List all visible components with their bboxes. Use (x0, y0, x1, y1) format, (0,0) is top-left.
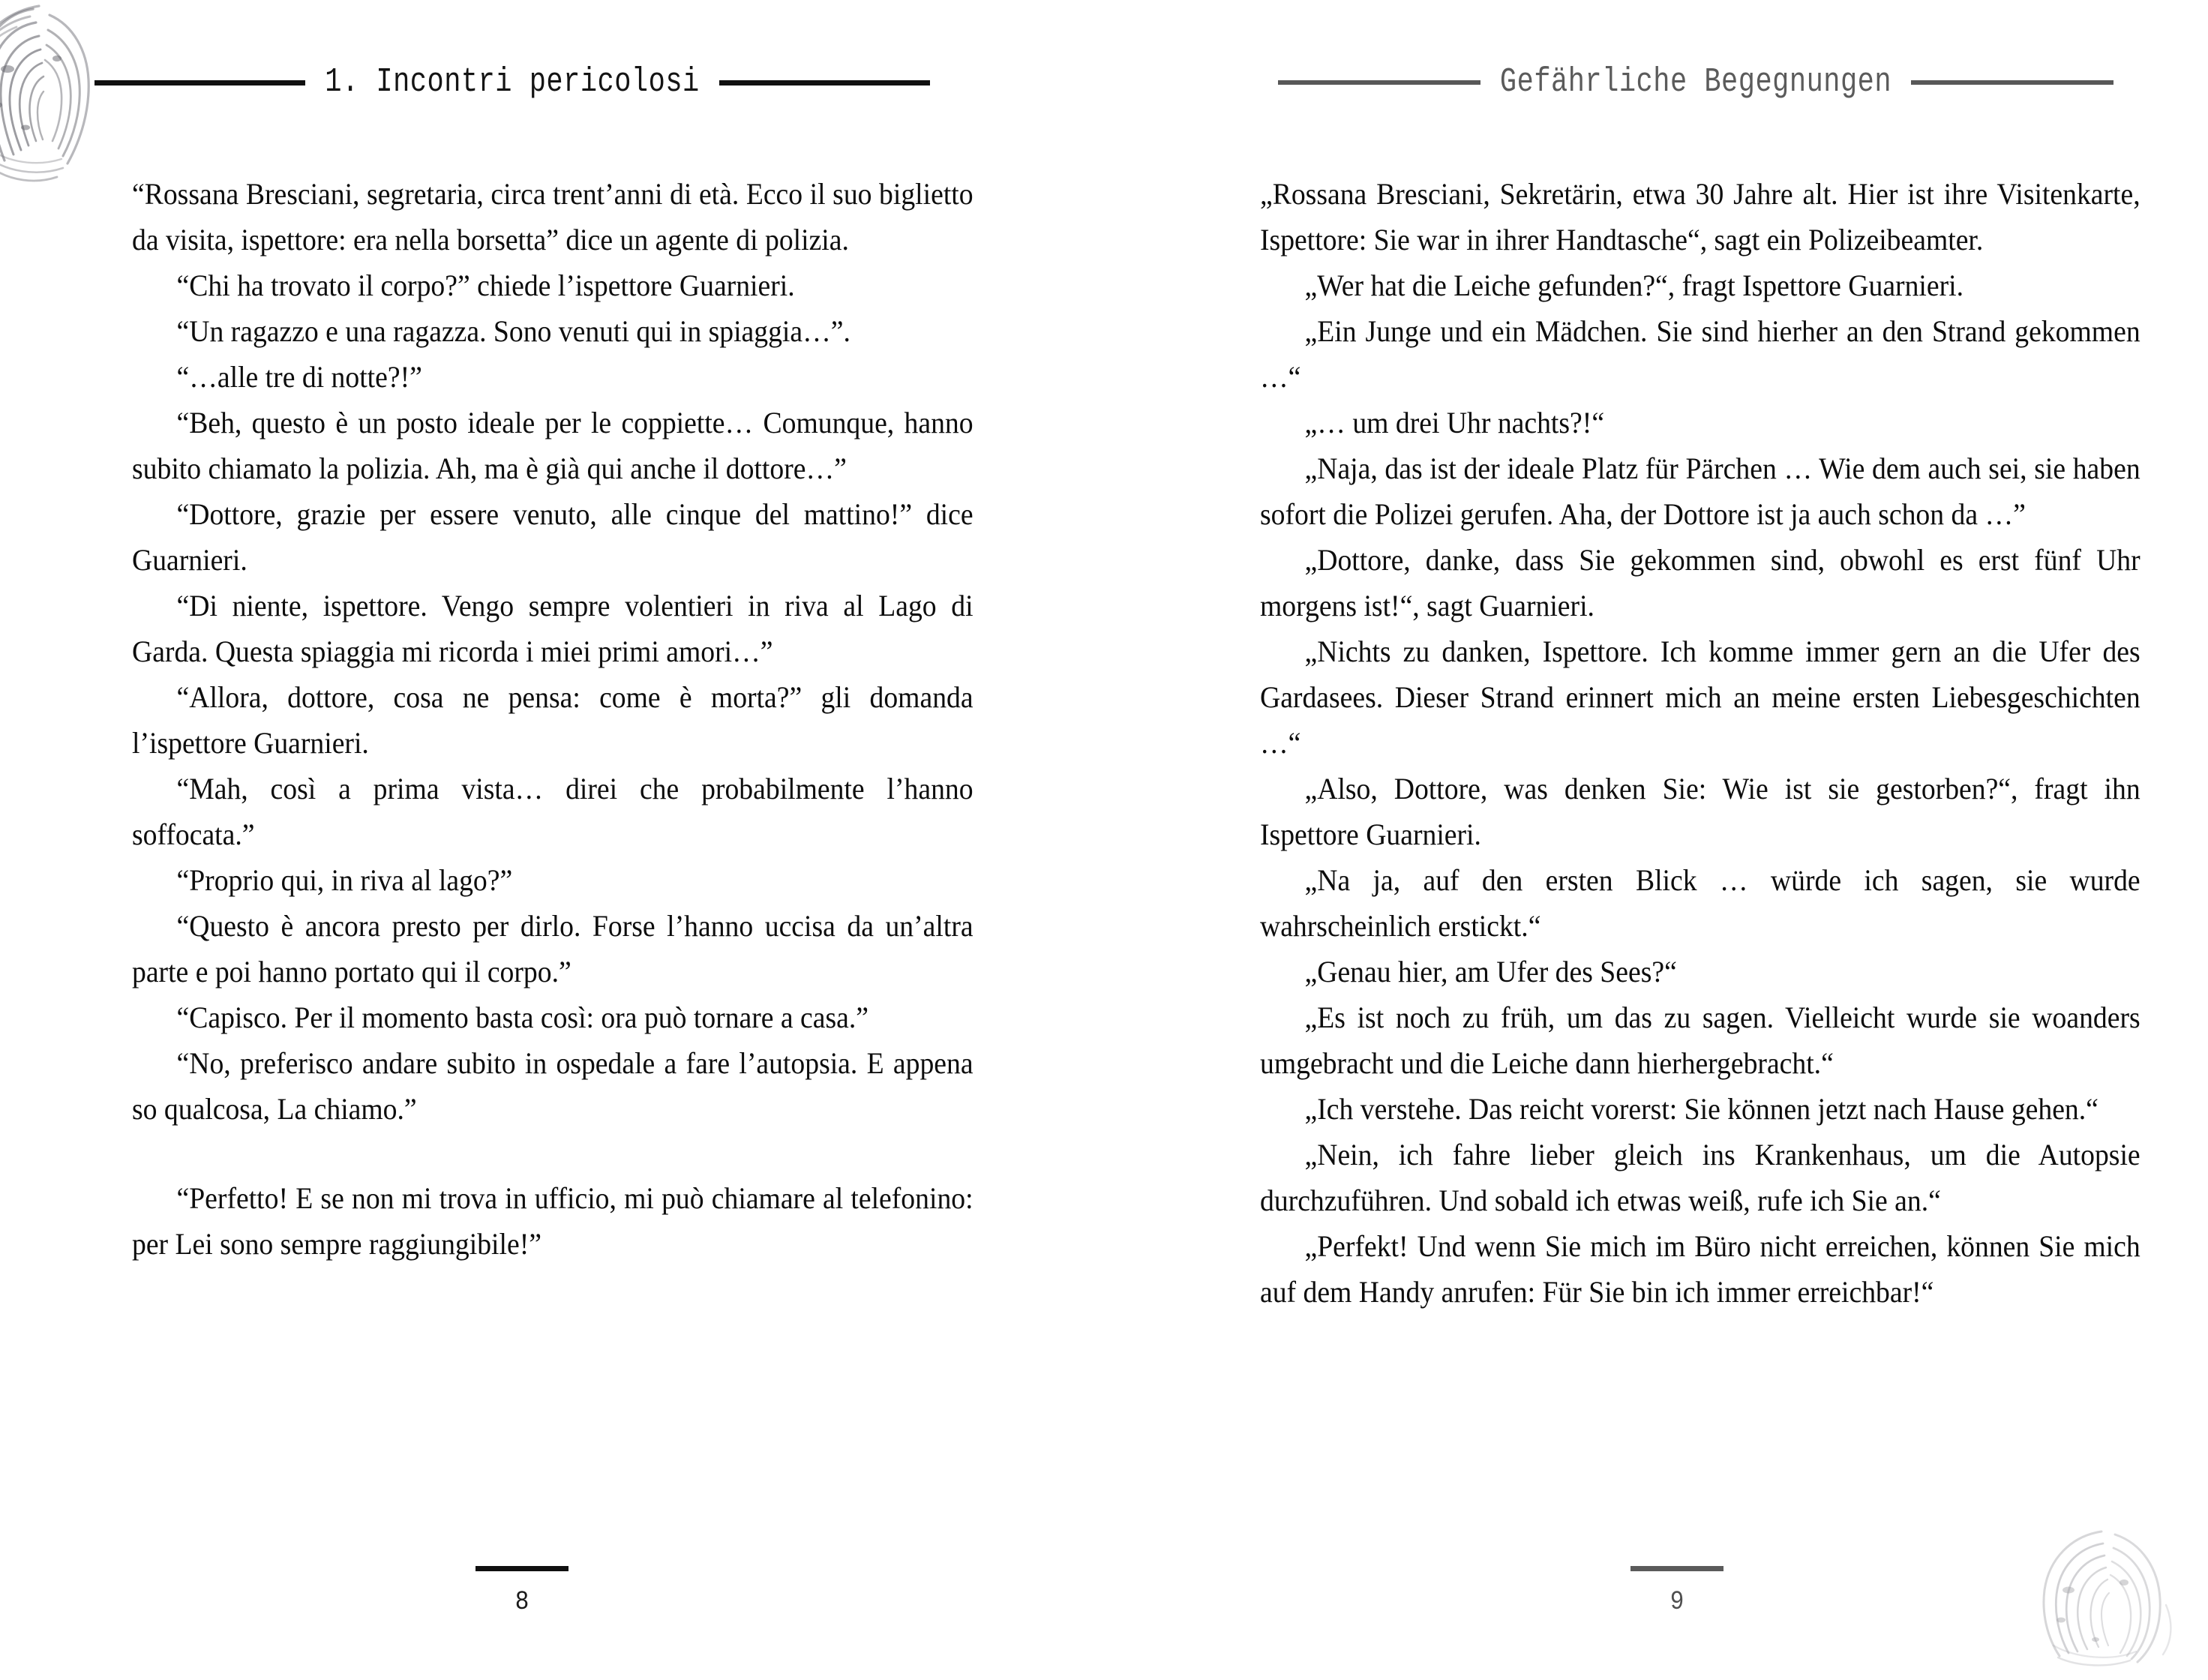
running-head-left (0, 60, 1104, 105)
paragraph: “Chi ha trovato il corpo?” chiede l’ispettore Guarnieri. (176, 268, 795, 302)
paragraph: “No, preferisco andare subito in ospedale a fare l’autopsia. E appena so qualcosa, La chiamo.” (132, 1046, 974, 1126)
paragraph: „Nichts zu danken, Ispettore. Ich komme immer gern an die Ufer des Gardasees. Dieser Strand erinnert mich an meine ersten Liebesgeschichten …“ (1260, 634, 2140, 760)
folio-right (1125, 1566, 2208, 1616)
paragraph: „Naja, das ist der ideale Platz für Pärchen … Wie dem auch sei, sie haben sofort die Polizei gerufen. Aha, der Dottore ist ja auch schon da …” (1260, 452, 2140, 531)
paragraph: „Also, Dottore, was denken Sie: Wie ist sie gestorben?“, fragt ihn Ispettore Guarnieri. (1260, 772, 2140, 851)
header-rule-left (94, 80, 305, 86)
page-number: 8 (514, 1587, 530, 1618)
paragraph: „Wer hat die Leiche gefunden?“, fragt Ispettore Guarnieri. (1304, 268, 1964, 302)
paragraph: “Dottore, grazie per essere venuto, alle cinque del mattino!” dice Guarnieri. (132, 497, 974, 577)
paragraph: „… um drei Uhr nachts?!“ (1304, 406, 1605, 440)
running-head-right (1104, 60, 2208, 105)
chapter-title-translated: Gefährliche Begegnungen (1499, 63, 1892, 102)
paragraph: „Dottore, danke, dass Sie gekommen sind, obwohl es erst fünf Uhr morgens ist!“, sagt Guarnieri. (1260, 543, 2140, 622)
header-rule-right (1911, 80, 2114, 85)
page-number: 9 (1670, 1587, 1684, 1618)
paragraph: „Genau hier, am Ufer des Sees?“ (1304, 955, 1677, 988)
folio-left (0, 1566, 1074, 1616)
paragraph: „Na ja, auf den ersten Blick … würde ich sagen, sie wurde wahrscheinlich erstickt.“ (1260, 863, 2140, 943)
paragraph: “Mah, così a prima vista… direi che probabilmente l’hanno soffocata.” (132, 772, 974, 851)
paragraph: “Proprio qui, in riva al lago?” (176, 863, 513, 897)
chapter-title: 1. Incontri pericolosi (325, 63, 700, 102)
paragraph: „Rossana Bresciani, Sekretärin, etwa 30 Jahre alt. Hier ist ihre Visitenkarte, Ispettore: Sie war in ihrer Handtasche“, sagt ein Polizeibeamter. (1260, 177, 2140, 256)
paragraph: “Rossana Bresciani, segretaria, circa trent’anni di età. Ecco il suo biglietto da visita, ispettore: era nella borsetta” dice un agente di polizia. (132, 177, 974, 256)
paragraph: “Allora, dottore, cosa ne pensa: come è morta?” gli domanda l’ispettore Guarnieri. (132, 680, 974, 760)
body-text-german (1260, 171, 2140, 1315)
page-right (1104, 0, 2208, 1680)
paragraph: „Perfekt! Und wenn Sie mich im Büro nicht erreichen, können Sie mich auf dem Handy anrufen: Für Sie bin ich immer erreichbar!“ (1260, 1229, 2140, 1309)
body-text-italian (132, 171, 974, 1267)
paragraph: “Perfetto! E se non mi trova in ufficio, mi può chiamare al telefonino: per Lei sono sempre raggiungibile!” (132, 1181, 974, 1261)
paragraph: “Capisco. Per il momento basta così: ora può tornare a casa.” (176, 1000, 869, 1034)
folio-rule (476, 1566, 568, 1571)
paragraph: „Ich verstehe. Das reicht vorerst: Sie können jetzt nach Hause gehen.“ (1304, 1092, 2098, 1126)
paragraph: “Un ragazzo e una ragazza. Sono venuti qui in spiaggia…”. (176, 314, 850, 348)
paragraph: “Beh, questo è un posto ideale per le coppiette… Comunque, hanno subito chiamato la polizia. Ah, ma è già qui anche il dottore…” (132, 406, 974, 485)
paragraph: “Questo è ancora presto per dirlo. Forse l’hanno uccisa da un’altra parte e poi hanno portato qui il corpo.” (132, 909, 974, 988)
paragraph: “Di niente, ispettore. Vengo sempre volentieri in riva al Lago di Garda. Questa spiaggia mi ricorda i miei primi amori…” (132, 589, 974, 668)
folio-rule (1630, 1566, 1724, 1571)
header-rule-right (719, 80, 930, 86)
paragraph: „Es ist noch zu früh, um das zu sagen. Vielleicht wurde sie woanders umgebracht und die Leiche dann hierhergebracht.“ (1260, 1000, 2140, 1080)
paragraph: „Nein, ich fahre lieber gleich ins Krankenhaus, um die Autopsie durchzuführen. Und sobald ich etwas weiß, rufe ich Sie an.“ (1260, 1138, 2140, 1217)
header-rule-left (1278, 80, 1480, 85)
paragraph: “…alle tre di notte?!” (176, 360, 422, 394)
paragraph: „Ein Junge und ein Mädchen. Sie sind hierher an den Strand gekommen …“ (1260, 314, 2140, 394)
